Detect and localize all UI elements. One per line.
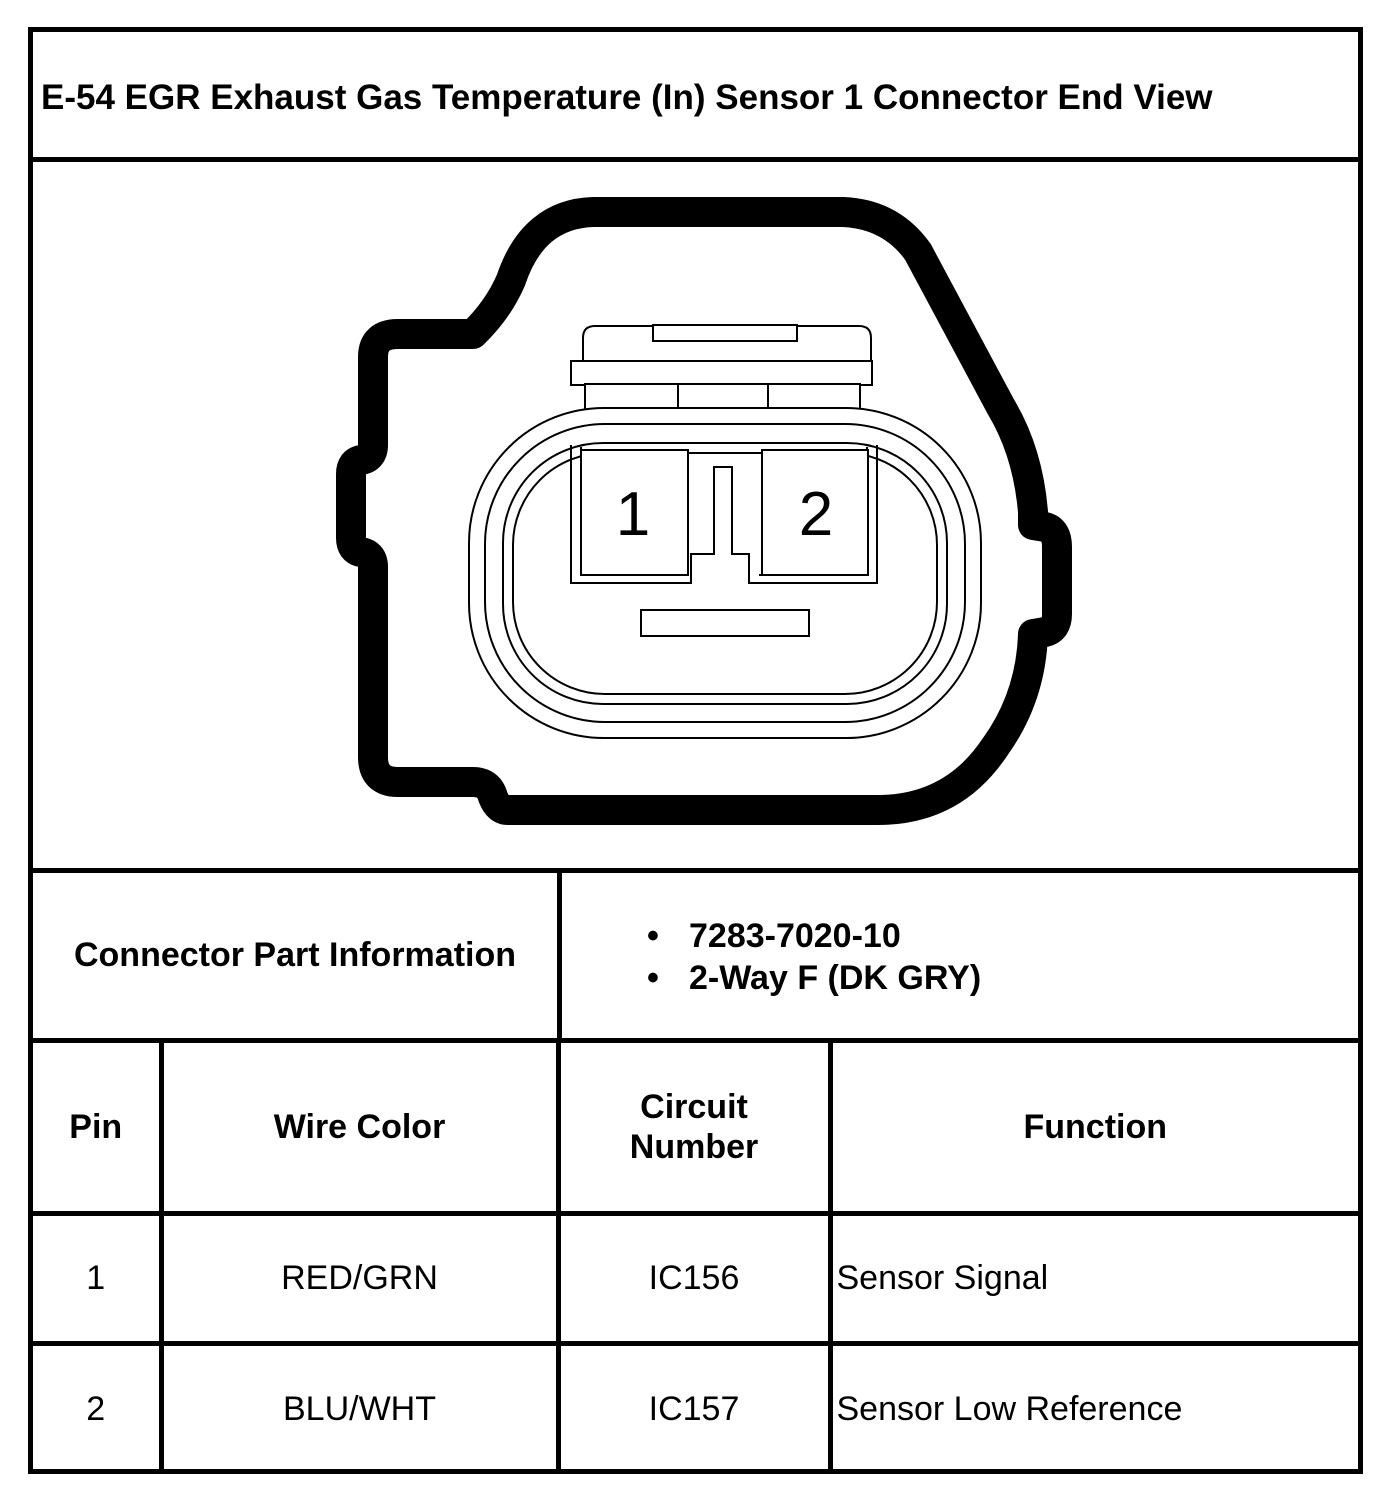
header-circuit-line1: Circuit [640,1087,748,1126]
part-description: • 2-Way F (DK GRY) [659,957,981,999]
title-row [33,32,1358,162]
table-row [33,1213,1358,1343]
header-function: Function [830,1043,1358,1213]
table-row [33,1343,1358,1473]
connector-end-view [33,162,1358,873]
circuit-cell: IC157 [558,1343,830,1473]
header-pin: Pin [33,1043,161,1213]
pin-cell: 1 [33,1213,161,1343]
header-circuit-number [558,1043,830,1213]
wire-color-cell: RED/GRN [161,1213,558,1343]
part-info-list [659,915,981,999]
page-title: E-54 EGR Exhaust Gas Temperature (In) Sensor 1 Connector End View [41,78,1213,117]
pin-2-cavity [762,450,868,575]
part-info-label: Connector Part Information [33,873,562,1038]
connector-drawing [33,162,1358,868]
pin-cell: 2 [33,1343,161,1473]
pin-table [33,1043,1358,1473]
part-number: • 7283-7020-10 [659,915,981,957]
header-circuit-line2: Number [629,1127,759,1166]
pin-table-header [33,1043,1358,1213]
circuit-cell: IC156 [558,1213,830,1343]
connector-body [469,408,981,738]
pin-2-label: 2 [798,480,834,549]
wire-color-cell: BLU/WHT [161,1343,558,1473]
pin-1-cavity [581,450,688,575]
part-info-row [33,873,1358,1043]
pin-1-label: 1 [615,480,651,549]
function-cell: Sensor Signal [830,1213,1358,1343]
connector-sheet [28,27,1363,1474]
header-wire-color: Wire Color [161,1043,558,1213]
function-cell: Sensor Low Reference [830,1343,1358,1473]
keying-slot [641,610,809,636]
